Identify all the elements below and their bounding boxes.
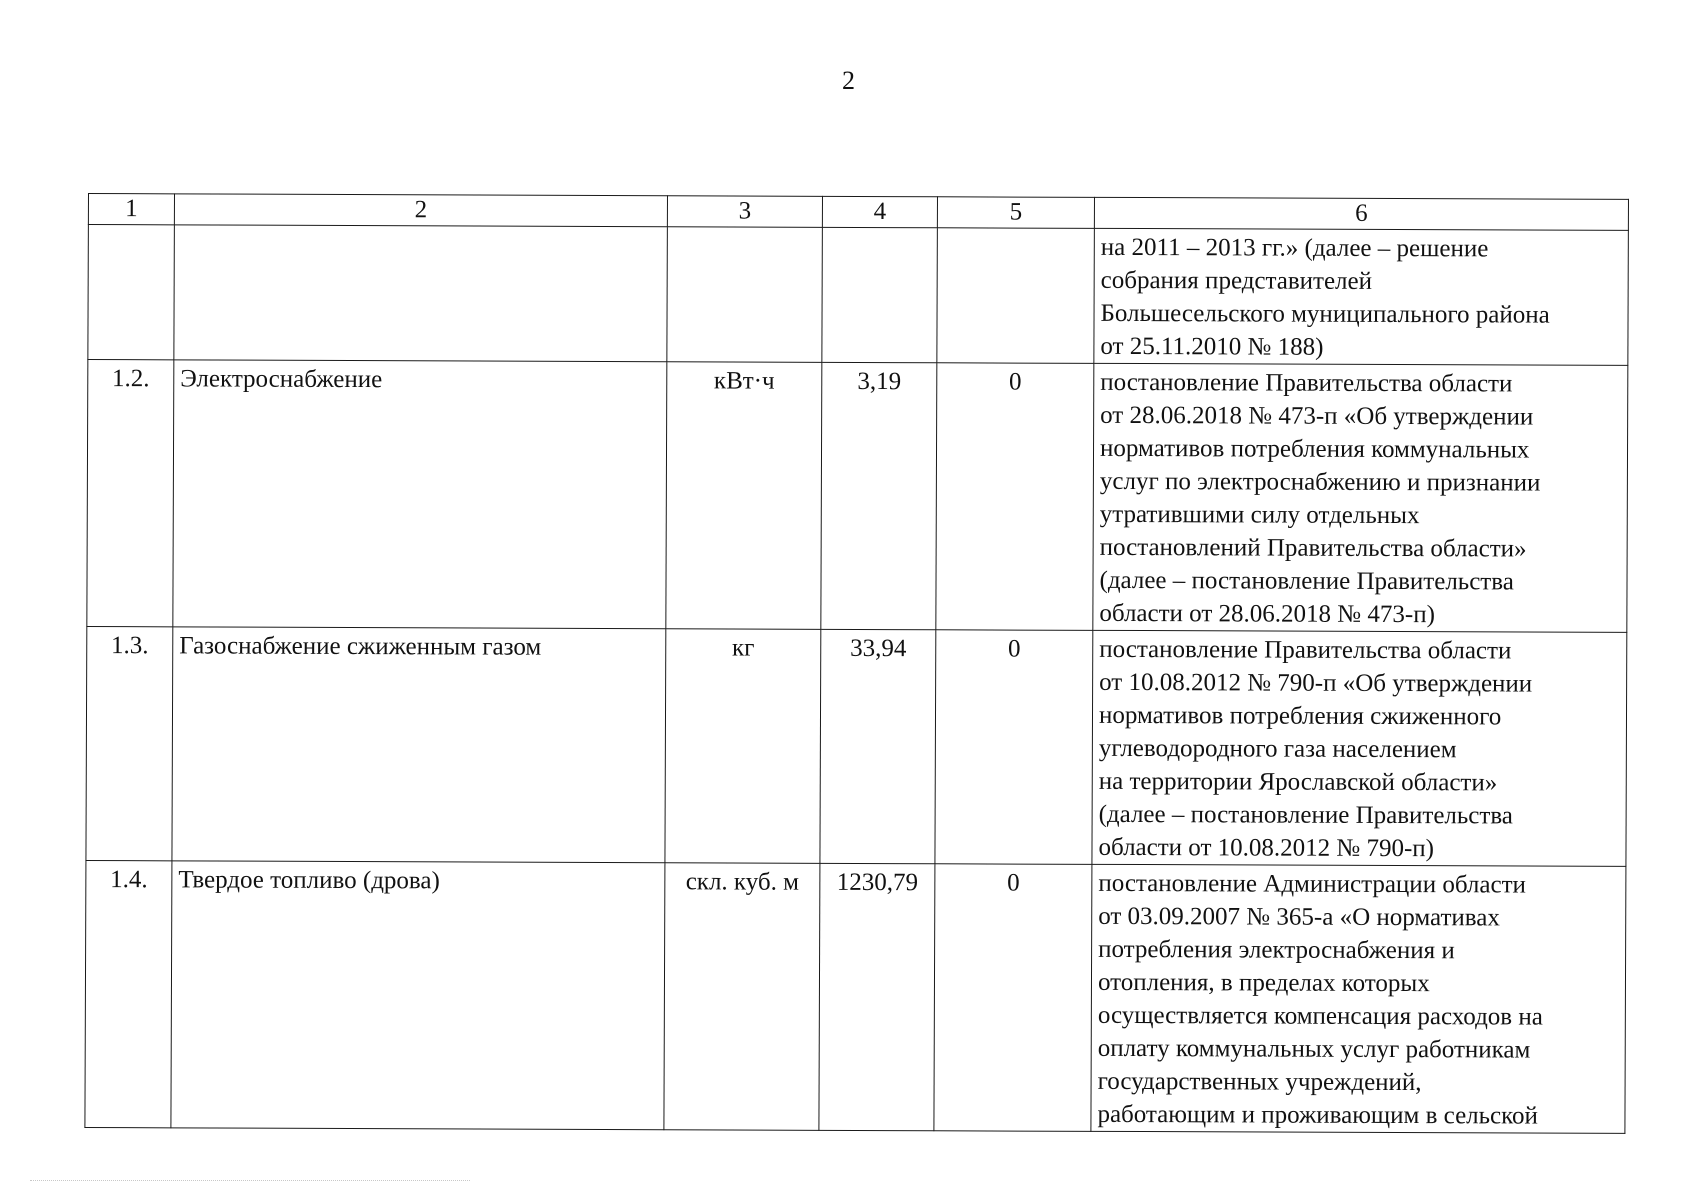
column-header: 3	[667, 196, 822, 228]
row-number: 1.2.	[87, 360, 174, 627]
legal-basis-line: области от 28.06.2018 № 473-п)	[1099, 599, 1435, 629]
norms-table	[84, 193, 1629, 1134]
column-header: 2	[174, 194, 667, 227]
legal-basis	[1094, 228, 1629, 365]
legal-basis-line: постановлений Правительства области»	[1099, 533, 1527, 563]
legal-basis-line: государственных учреждений,	[1097, 1067, 1422, 1097]
legal-basis-line: работающим и проживающим в сельской	[1097, 1100, 1538, 1130]
service-name	[174, 225, 668, 362]
norm-value	[822, 227, 938, 362]
legal-basis-line: (далее – постановление Правительства	[1098, 800, 1513, 830]
row-number	[88, 225, 175, 360]
legal-basis-line: углеводородного газа населением	[1098, 734, 1457, 764]
scan-artifact	[30, 1180, 470, 1182]
legal-basis-line: от 25.11.2010 № 188)	[1100, 332, 1324, 361]
service-name: Электроснабжение	[173, 360, 667, 629]
legal-basis-line: нормативов потребления сжиженного	[1098, 701, 1502, 731]
legal-basis	[1092, 630, 1627, 866]
legal-basis-line: на 2011 – 2013 гг.» (далее – решение	[1100, 233, 1489, 263]
legal-basis-line: постановление Правительства области	[1100, 368, 1513, 398]
legal-basis-line: постановление Администрации области	[1098, 869, 1526, 899]
legal-basis-line: от 03.09.2007 № 365-а «О нормативах	[1098, 902, 1500, 932]
norm-value: 33,94	[820, 629, 936, 863]
legal-basis	[1093, 363, 1628, 632]
legal-basis-line: услуг по электроснабжению и признании	[1099, 467, 1541, 497]
column-header: 6	[1094, 197, 1628, 230]
legal-basis-line: от 28.06.2018 № 473-п «Об утверждении	[1100, 401, 1534, 431]
unit-of-measure: кг	[665, 629, 821, 864]
legal-basis	[1091, 864, 1626, 1133]
legal-basis-line: Большесельского муниципального района	[1100, 299, 1550, 329]
table-row	[88, 225, 1629, 366]
legal-basis-line: (далее – постановление Правительства	[1099, 566, 1514, 596]
legal-basis-line: отопления, в пределах которых	[1097, 968, 1430, 998]
legal-basis-line: от 10.08.2012 № 790-п «Об утверждении	[1099, 668, 1533, 698]
legal-basis-line: оплату коммунальных услуг работникам	[1097, 1034, 1531, 1064]
column-5-value: 0	[934, 864, 1092, 1132]
table-row	[86, 626, 1627, 866]
norm-value: 1230,79	[819, 863, 935, 1130]
row-number: 1.3.	[86, 626, 173, 860]
column-header: 4	[822, 196, 937, 227]
page-number: 2	[842, 66, 855, 95]
unit-of-measure: скл. куб. м	[664, 863, 820, 1131]
legal-basis-line: нормативов потребления коммунальных	[1099, 434, 1530, 464]
legal-basis-line: области от 10.08.2012 № 790-п)	[1098, 833, 1435, 863]
table-row	[87, 360, 1628, 633]
legal-basis-line: собрания представителей	[1100, 266, 1373, 295]
unit-of-measure	[667, 227, 823, 363]
column-5-value: 0	[936, 363, 1094, 631]
unit-of-measure: кВт·ч	[666, 362, 822, 630]
column-header: 5	[937, 197, 1094, 229]
legal-basis-line: утратившими силу отдельных	[1099, 500, 1420, 530]
row-number: 1.4.	[85, 860, 172, 1127]
column-5-value: 0	[935, 630, 1093, 865]
column-5-value	[937, 228, 1095, 364]
column-header: 1	[88, 194, 174, 225]
service-name: Твердое топливо (дрова)	[171, 861, 665, 1130]
service-name: Газоснабжение сжиженным газом	[172, 627, 666, 863]
legal-basis-line: на территории Ярославской области»	[1098, 767, 1498, 797]
norm-value: 3,19	[821, 362, 937, 629]
legal-basis-line: осуществляется компенсация расходов на	[1097, 1001, 1543, 1031]
legal-basis-line: постановление Правительства области	[1099, 635, 1512, 665]
legal-basis-line: потребления электроснабжения и	[1098, 935, 1455, 965]
table-row	[85, 860, 1626, 1133]
